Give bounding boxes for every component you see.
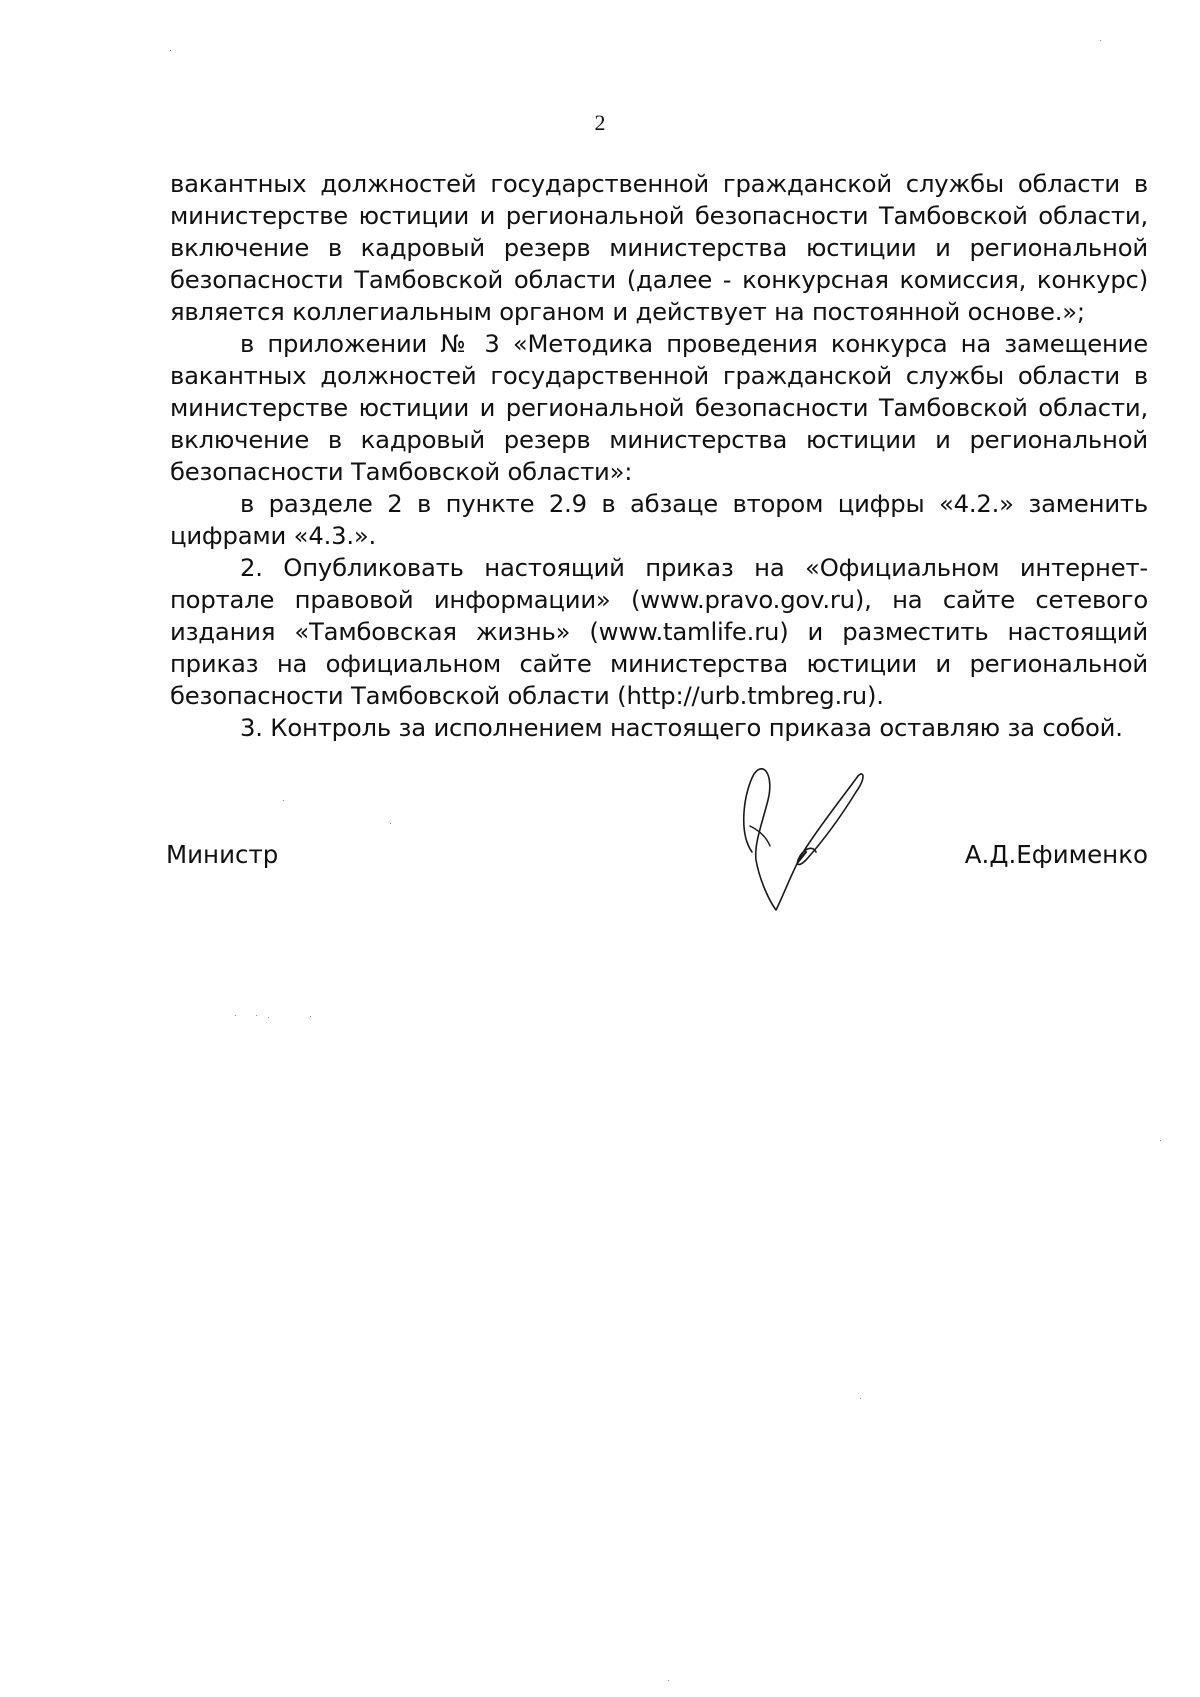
signatory-name: А.Д.Ефименко (964, 840, 1148, 869)
paragraph-continuation: вакантных должностей государственной гражданской службы области в министерстве юстиции и региональной безопасности Тамбовской области, включение в кадровый резерв министерства юстиции и региональной безопасности Тамбовской области (далее - конкурсная комиссия, конкурс) является коллегиальным органом и действует на постоянной основе.»; (170, 169, 1148, 326)
paragraph-appendix-3: в приложении № 3 «Методика проведения конкурса на замещение вакантных должностей государственной гражданской службы области в министерстве юстиции и региональной безопасности Тамбовской области, включение в кадровый резерв министерства юстиции и региональной безопасности Тамбовской области»: (170, 329, 1148, 486)
signature-block (166, 840, 1148, 876)
page-number: 2 (594, 110, 606, 135)
paragraph-section-2: в разделе 2 в пункте 2.9 в абзаце втором цифры «4.2.» заменить цифрами «4.3.». (170, 489, 1148, 550)
signatory-title: Министр (166, 840, 279, 869)
document-body (170, 168, 1148, 744)
paragraph-item-3: 3. Контроль за исполнением настоящего приказа оставляю за собой. (240, 713, 1123, 742)
paragraph-item-2: 2. Опубликовать настоящий приказ на «Официальном интернет-портале правовой информации» (www.pravo.gov.ru), на сайте сетевого издания «Тамбовская жизнь» (www.tamlife.ru) и разместить настоящий приказ на официальном сайте министерства юстиции и региональной безопасности Тамбовской области (http://urb.tmbreg.ru). (170, 553, 1148, 710)
